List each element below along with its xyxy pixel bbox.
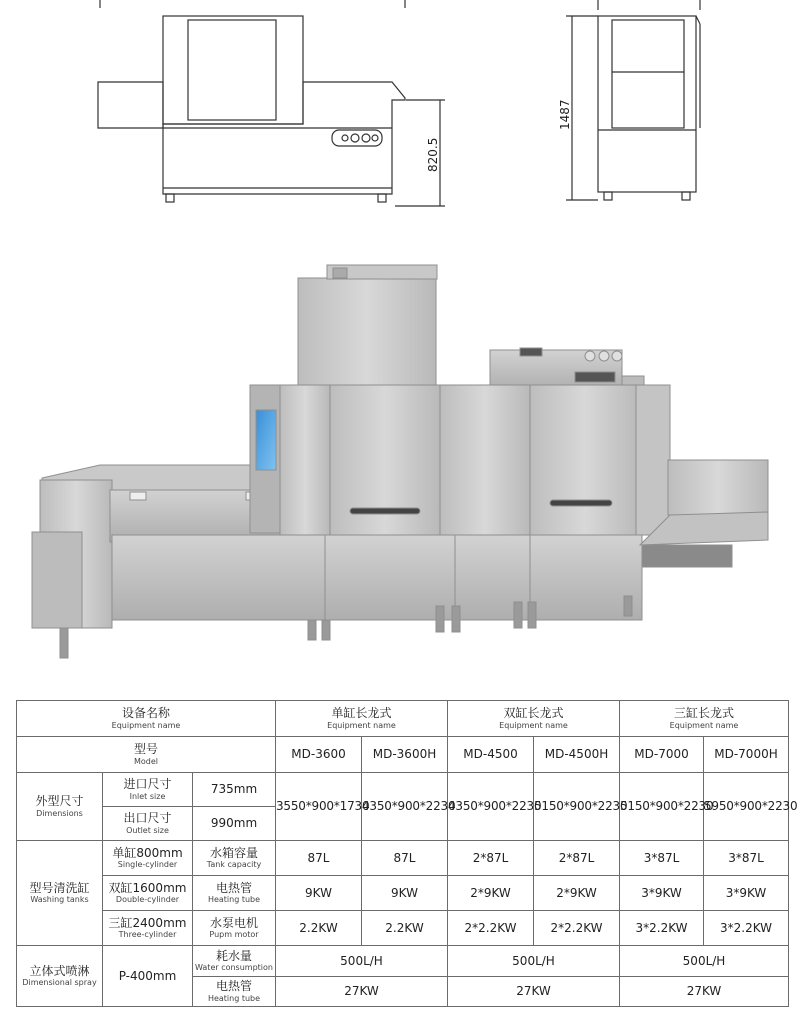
dimensions-cell: 3550*900*1730 — [276, 773, 362, 841]
table-cell: 3*9KW — [704, 876, 789, 911]
table-cell: 27KW — [620, 977, 789, 1007]
table-cell: 500L/H — [448, 946, 620, 977]
washing-tanks-label: 型号清洗缸 Washing tanks — [17, 841, 103, 946]
table-cell: 9KW — [276, 876, 362, 911]
table-cell: 2*87L — [448, 841, 534, 876]
cylinder-label: 三缸2400mm Three-cylinder — [103, 911, 193, 946]
spray-row — [17, 946, 789, 977]
group-header-single: 单缸长龙式 Equipment name — [276, 701, 448, 737]
table-cell: 87L — [276, 841, 362, 876]
table-cell: 500L/H — [276, 946, 448, 977]
spray-model: P-400mm — [103, 946, 193, 1007]
model-cell: MD-7000 — [620, 737, 704, 773]
model-cell: MD-3600H — [362, 737, 448, 773]
model-cell: MD-3600 — [276, 737, 362, 773]
table-cell: 9KW — [362, 876, 448, 911]
specification-table — [16, 700, 798, 1013]
model-cell: MD-7000H — [704, 737, 789, 773]
table-cell: 2.2KW — [276, 911, 362, 946]
model-label: 型号 Model — [17, 737, 276, 773]
table-cell: 27KW — [276, 977, 448, 1007]
table-cell: 2*9KW — [534, 876, 620, 911]
table-cell: 3*87L — [704, 841, 789, 876]
item-label: 电热管 Heating tube — [193, 876, 276, 911]
cylinder-label: 单缸800mm Single-cylinder — [103, 841, 193, 876]
item-label: 水泵电机 Pupm motor — [193, 911, 276, 946]
dimensions-cell: 5150*900*2230 — [534, 773, 620, 841]
model-cell: MD-4500H — [534, 737, 620, 773]
table-cell: 2*9KW — [448, 876, 534, 911]
item-label: 耗水量 Water consumption — [193, 946, 276, 977]
table-cell: 500L/H — [620, 946, 789, 977]
table-cell: 3*9KW — [620, 876, 704, 911]
item-label: 水箱容量 Tank capacity — [193, 841, 276, 876]
dimension-label-1487: 1487 — [558, 99, 572, 130]
model-row — [17, 737, 789, 773]
dimensions-row-inlet — [17, 773, 789, 807]
table-cell: 2.2KW — [362, 911, 448, 946]
table-cell: 2*87L — [534, 841, 620, 876]
dimensions-cell: 5150*900*2230 — [620, 773, 704, 841]
table-cell: 2*2.2KW — [448, 911, 534, 946]
washing-tank-row — [17, 841, 789, 876]
cylinder-label: 双缸1600mm Double-cylinder — [103, 876, 193, 911]
model-cell: MD-4500 — [448, 737, 534, 773]
inlet-size-value: 735mm — [193, 773, 276, 807]
group-header-double: 双缸长龙式 Equipment name — [448, 701, 620, 737]
table-cell: 2*2.2KW — [534, 911, 620, 946]
table-cell: 87L — [362, 841, 448, 876]
outlet-size-value: 990mm — [193, 807, 276, 841]
equipment-name-header: 设备名称 Equipment name — [17, 701, 276, 737]
washing-tank-row — [17, 911, 789, 946]
dimensions-cell: 5950*900*2230 — [704, 773, 789, 841]
dimensions-label: 外型尺寸 Dimensions — [17, 773, 103, 841]
table-cell: 27KW — [448, 977, 620, 1007]
dimension-label-820: 820.5 — [426, 137, 440, 172]
table-cell: 3*2.2KW — [704, 911, 789, 946]
dishwasher-machine-illustration — [0, 255, 800, 665]
spray-label: 立体式喷淋 Dimensional spray — [17, 946, 103, 1007]
table-cell: 3*2.2KW — [620, 911, 704, 946]
outlet-size-label: 出口尺寸 Outlet size — [103, 807, 193, 841]
item-label: 电热管 Heating tube — [193, 977, 276, 1007]
inlet-size-label: 进口尺寸 Inlet size — [103, 773, 193, 807]
washing-tank-row — [17, 876, 789, 911]
dimensions-cell: 4350*900*2230 — [362, 773, 448, 841]
group-header-triple: 三缸长龙式 Equipment name — [620, 701, 789, 737]
table-cell: 3*87L — [620, 841, 704, 876]
dimensions-cell: 4350*900*2230 — [448, 773, 534, 841]
technical-drawing — [0, 0, 800, 220]
table-header-row — [17, 701, 789, 737]
